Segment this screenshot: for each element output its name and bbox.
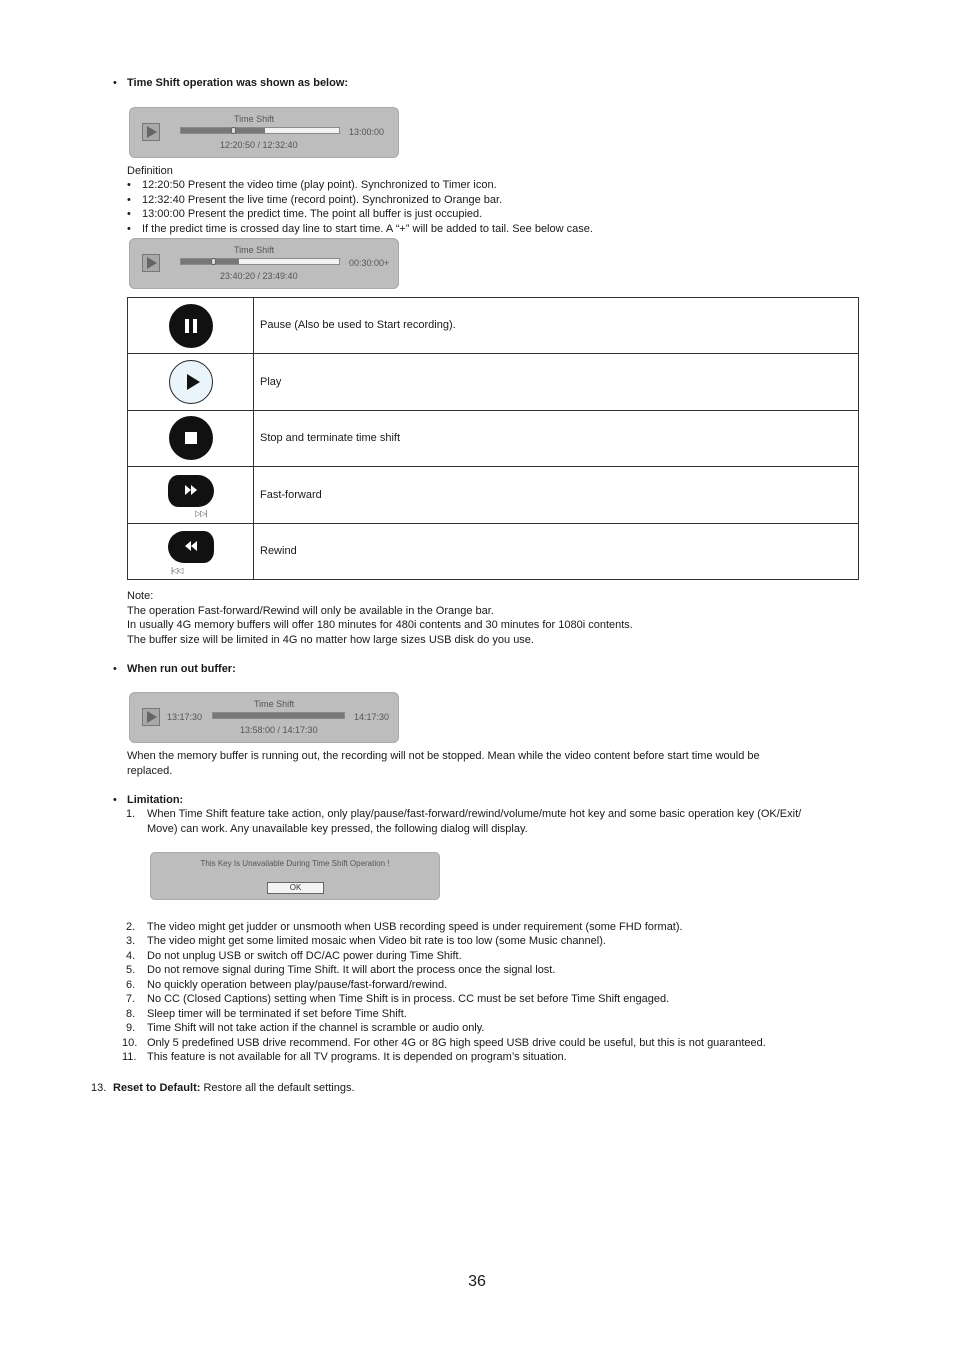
position-time: 12:20:50 / 12:32:40 xyxy=(220,140,298,150)
item-text: No CC (Closed Captions) setting when Time Shift is in process. CC must be set before Time Shift engaged. xyxy=(147,993,670,1006)
position-time: 13:58:00 / 14:17:30 xyxy=(240,725,318,735)
item-number: 3. xyxy=(126,935,136,948)
paragraph-line: replaced. xyxy=(127,764,173,777)
paragraph-line: When the memory buffer is running out, the recording will not be stopped. Mean while the video content before start time would be xyxy=(127,750,760,762)
definition-label: Definition xyxy=(127,165,173,177)
item-number: 10. xyxy=(122,1036,138,1049)
item-text: Only 5 predefined USB drive recommend. For other 4G or 8G high speed USB drive could be useful, but this is not guaranteed. xyxy=(147,1036,766,1049)
skip-forward-icon: ▷▷| xyxy=(195,509,207,519)
control-label: Stop and terminate time shift xyxy=(254,410,859,466)
play-icon[interactable] xyxy=(142,123,160,141)
position-time: 23:40:20 / 23:49:40 xyxy=(220,271,298,281)
table-row xyxy=(128,523,859,579)
end-time: 14:17:30 xyxy=(354,712,390,722)
icon-cell xyxy=(128,523,254,579)
table-row xyxy=(128,298,859,354)
item-text: Time Shift will not take action if the channel is scramble or audio only. xyxy=(147,1022,485,1035)
heading-text: Limitation: xyxy=(127,794,184,806)
play-icon[interactable] xyxy=(142,254,160,272)
start-time: 13:17:30 xyxy=(167,712,203,722)
item-text: Do not unplug USB or switch off DC/AC power during Time Shift. xyxy=(147,949,462,962)
predict-time: 13:00:00 xyxy=(349,127,385,137)
buffer-fill xyxy=(213,713,344,718)
item-number: 7. xyxy=(126,993,136,1006)
unavailable-key-dialog xyxy=(150,852,440,900)
bullet: • xyxy=(113,663,117,675)
note-line: In usually 4G memory buffers will offer 180 minutes for 480i contents and 30 minutes for 1080i contents. xyxy=(127,619,633,631)
note-line: The operation Fast-forward/Rewind will only be available in the Orange bar. xyxy=(127,604,494,617)
control-label: Pause (Also be used to Start recording). xyxy=(254,298,859,354)
ok-button[interactable]: OK xyxy=(267,882,324,894)
time-shift-widget-full xyxy=(129,692,399,743)
item-text: The video might get judder or unsmooth when USB recording speed is under requirement (some FHD format). xyxy=(147,921,683,933)
control-label: Fast-forward xyxy=(254,467,859,523)
progress-bar xyxy=(180,127,340,134)
definition-text: 12:20:50 Present the video time (play point). Synchronized to Timer icon. xyxy=(142,179,497,191)
progress-bar xyxy=(212,712,345,719)
play-icon[interactable] xyxy=(142,708,160,726)
buffer-fill xyxy=(181,128,265,133)
play-point-marker[interactable] xyxy=(211,258,216,265)
item-text: The video might get some limited mosaic when Video bit rate is too low (some Music channel). xyxy=(147,935,606,948)
skip-back-icon: |◁◁ xyxy=(171,565,183,575)
definition-text: 12:32:40 Present the live time (record point). Synchronized to Orange bar. xyxy=(142,194,503,206)
progress-bar xyxy=(180,258,340,265)
item-number: 13. xyxy=(91,1082,107,1094)
item-text: Restore all the default settings. xyxy=(203,1082,355,1094)
stop-icon[interactable] xyxy=(169,416,213,460)
control-label: Rewind xyxy=(254,523,859,579)
table-row xyxy=(128,410,859,466)
play-point-marker[interactable] xyxy=(231,127,236,134)
icon-cell xyxy=(128,410,254,466)
definition-text: 13:00:00 Present the predict time. The point all buffer is just occupied. xyxy=(142,208,483,220)
bullet: • xyxy=(113,77,117,89)
item-title: Reset to Default: xyxy=(113,1082,201,1094)
bullet: • xyxy=(127,223,131,235)
page-number: 36 xyxy=(468,1273,486,1290)
play-icon[interactable] xyxy=(169,360,213,404)
dialog-message: This Key Is Unavailable During Time Shift Operation ! xyxy=(200,859,390,868)
icon-cell xyxy=(128,354,254,410)
table-row xyxy=(128,467,859,523)
bullet: • xyxy=(127,194,131,206)
controls-table xyxy=(127,297,859,580)
widget-title: Time Shift xyxy=(254,699,295,709)
definition-text: If the predict time is crossed day line to start time. A “+” will be added to tail. See below case. xyxy=(142,223,593,235)
table-row xyxy=(128,354,859,410)
note-block xyxy=(127,589,633,647)
control-label: Play xyxy=(254,354,859,410)
heading-text: Time Shift operation was shown as below: xyxy=(127,77,349,89)
bullet: • xyxy=(127,179,131,191)
icon-cell xyxy=(128,298,254,354)
item-number: 4. xyxy=(126,949,136,962)
item-text: When Time Shift feature take action, only play/pause/fast-forward/rewind/volume/mute hot key and some basic operation key (OK/Exit/ xyxy=(147,808,802,820)
item-text: Sleep timer will be terminated if set before Time Shift. xyxy=(147,1007,407,1020)
bullet: • xyxy=(113,794,117,806)
item-text: No quickly operation between play/pause/fast-forward/rewind. xyxy=(147,978,448,991)
predict-time: 00:30:00+ xyxy=(349,258,390,268)
time-shift-widget-overflow xyxy=(129,238,399,289)
time-shift-widget xyxy=(129,107,399,158)
widget-title: Time Shift xyxy=(234,114,275,124)
fast-forward-icon[interactable] xyxy=(168,475,214,507)
run-out-text xyxy=(127,749,760,778)
item-number: 5. xyxy=(126,964,136,977)
note-label: Note: xyxy=(127,590,154,602)
item-number: 6. xyxy=(126,978,136,991)
item-number: 8. xyxy=(126,1007,136,1020)
note-line: The buffer size will be limited in 4G no matter how large sizes USB disk do you use. xyxy=(127,633,534,646)
item-number: 9. xyxy=(126,1022,136,1035)
rewind-icon[interactable] xyxy=(168,531,214,563)
icon-cell xyxy=(128,467,254,523)
item-text: This feature is not available for all TV programs. It is depended on program’s situation. xyxy=(147,1051,567,1064)
item-number: 11. xyxy=(122,1051,137,1064)
widget-title: Time Shift xyxy=(234,245,275,255)
item-text: Do not remove signal during Time Shift. It will abort the process once the signal lost. xyxy=(147,964,556,977)
pause-icon[interactable] xyxy=(169,304,213,348)
item-number: 1. xyxy=(126,808,136,820)
heading-text: When run out buffer: xyxy=(127,663,236,675)
item-number: 2. xyxy=(126,921,136,933)
item-text: Move) can work. Any unavailable key pressed, the following dialog will display. xyxy=(147,822,528,835)
bullet: • xyxy=(127,208,131,220)
